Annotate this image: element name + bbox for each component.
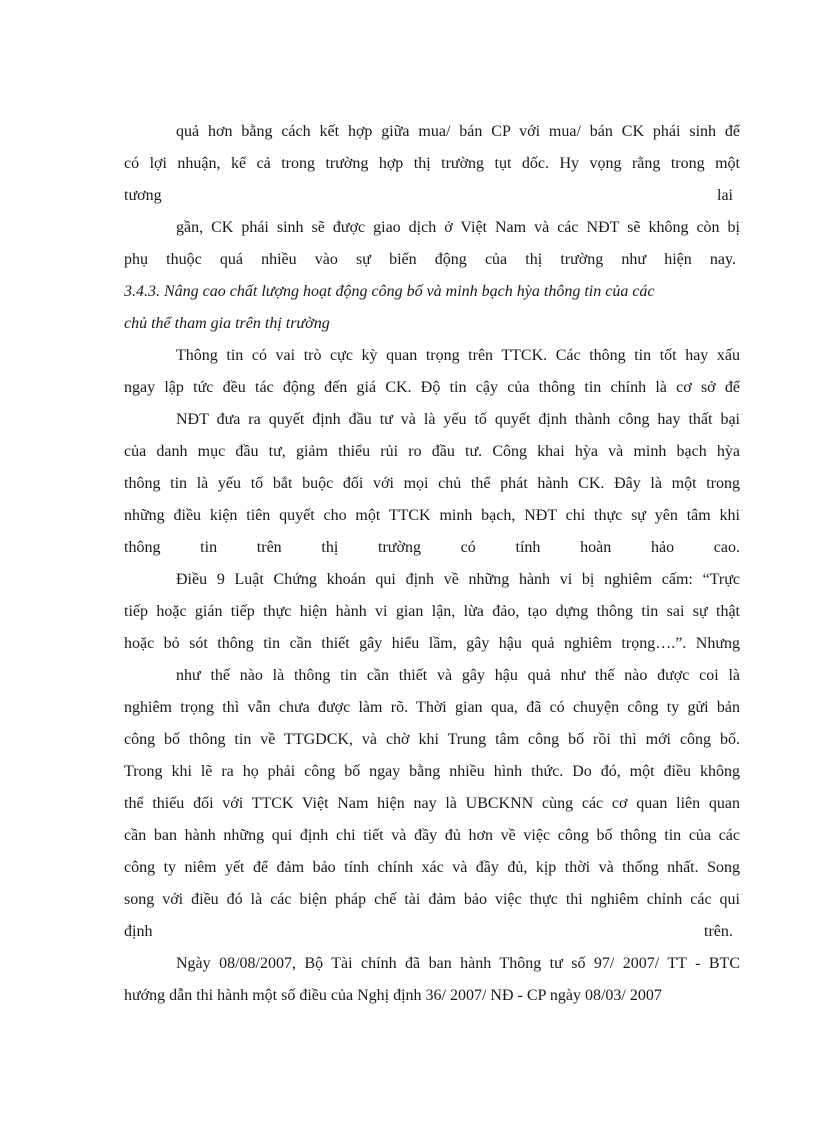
text-line: thông tin là yếu tố bắt buộc đối với mọi chủ thể phát hành CK. Đây là một trong	[124, 475, 740, 492]
text-line: lai	[717, 187, 733, 204]
text-line: thể thiếu đối với TTCK Việt Nam hiện nay là UBCKNN cùng các cơ quan liên quan	[124, 795, 740, 812]
text-line: hoặc bỏ sót thông tin cần thiết gây hiểu lầm, gây hậu quả nghiêm trọng….”. Nhưng	[124, 635, 740, 652]
text-line: NĐT đưa ra quyết định đầu tư và là yếu tố quyết định thành công hay thất bại	[176, 411, 740, 428]
section-heading: chủ thể tham gia trên thị trường	[124, 315, 330, 332]
text-line: quả hơn bằng cách kết hợp giữa mua/ bán CP với mua/ bán CK phái sinh để	[176, 123, 740, 140]
text-line: định	[124, 923, 153, 940]
text-line: thông tin trên thị trường có tính hoàn hảo cao.	[124, 539, 740, 556]
text-line: như thế nào là thông tin cần thiết và gây hậu quả như thế nào được coi là	[176, 667, 740, 684]
text-line: những điều kiện tiên quyết cho một TTCK minh bạch, NĐT chỉ thực sự yên tâm khi	[124, 507, 740, 524]
text-line: ngay lập tức đều tác động đến giá CK. Độ tin cậy của thông tin chính là cơ sở để	[124, 379, 740, 396]
text-line: có lợi nhuận, kể cả trong trường hợp thị trường tụt dốc. Hy vọng rằng trong một	[124, 155, 740, 172]
text-line: tiếp hoặc gián tiếp thực hiện hành vi gian lận, lừa đảo, tạo dựng thông tin sai sự thật	[124, 603, 740, 620]
text-line: nghiêm trọng thì vẫn chưa được làm rõ. Thời gian qua, đã có chuyện công ty gửi bản	[124, 699, 740, 716]
text-line: công ty niêm yết để đảm bảo tính chính xác và đầy đủ, kịp thời và thống nhất. Song	[124, 859, 740, 876]
text-line: Trong khi lẽ ra họ phải công bố ngay bằng nhiều hình thức. Do đó, một điều không	[124, 763, 740, 780]
text-line: công bố thông tin về TTGDCK, và chờ khi Trung tâm công bố rồi thì mới công bố.	[124, 731, 740, 748]
section-heading: 3.4.3. Nâng cao chất lượng hoạt động công bố và minh bạch hỳa thông tin của các	[124, 283, 655, 300]
text-line: Thông tin có vai trò cực kỳ quan trọng trên TTCK. Các thông tin tốt hay xấu	[176, 347, 740, 364]
text-line: Ngày 08/08/2007, Bộ Tài chính đã ban hành Thông tư số 97/ 2007/ TT - BTC	[176, 955, 740, 972]
text-line: cần ban hành những qui định chi tiết và đầy đủ hơn về việc công bố thông tin của các	[124, 827, 740, 844]
text-line: tương	[124, 187, 162, 204]
text-line: phụ thuộc quá nhiều vào sự biến động của thị trường như hiện nay.	[124, 251, 736, 268]
text-line: song với điều đó là các biện pháp chế tài đảm bảo việc thực thi nghiêm chỉnh các qui	[124, 891, 740, 908]
text-line: của danh mục đầu tư, giảm thiểu rủi ro đầu tư. Công khai hỳa và minh bạch hỳa	[124, 443, 740, 460]
text-line: trên.	[704, 923, 733, 940]
text-line: gần, CK phái sinh sẽ được giao dịch ở Việt Nam và các NĐT sẽ không còn bị	[176, 219, 740, 236]
text-line: hướng dẫn thi hành một số điều của Nghị định 36/ 2007/ NĐ - CP ngày 08/03/ 2007	[124, 987, 662, 1004]
text-line: Điều 9 Luật Chứng khoán qui định về những hành vi bị nghiêm cấm: “Trực	[176, 571, 740, 588]
